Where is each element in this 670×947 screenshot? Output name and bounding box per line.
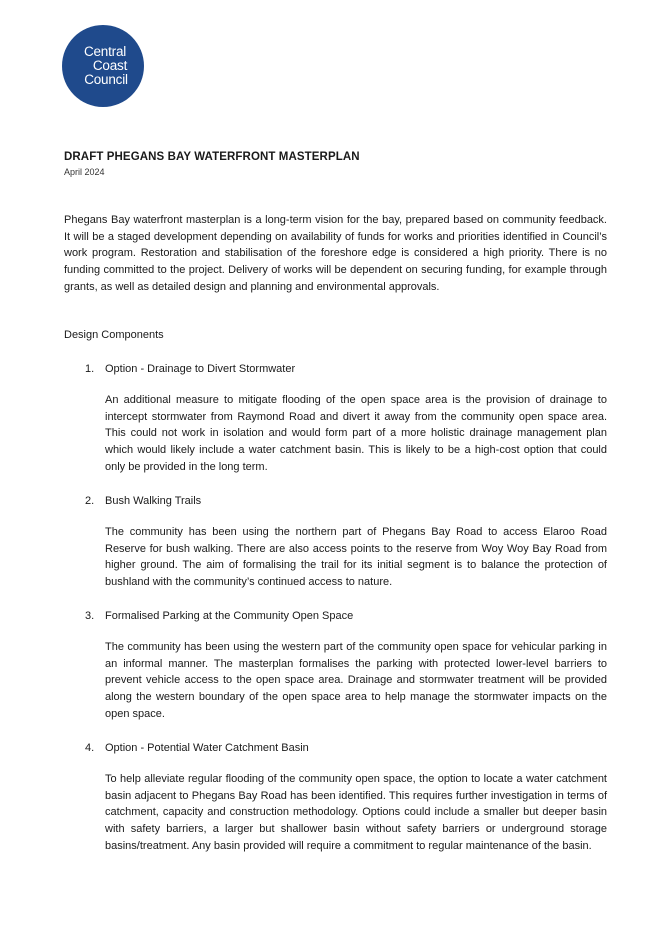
component-body: To help alleviate regular flooding of the community open space, the option to locate a water catchment basin adjacent to Phegans Bay Road has been identified. This requires further investigation in terms of catchment, capacity and construction methodology. Options could include a smaller but deeper basin with safety barriers, a larger but shallower basin without safety barriers or underground storage basins/treatment. Any basin provided will require a commitment to regular maintenance of the basin. xyxy=(105,773,607,852)
component-item xyxy=(64,361,607,476)
component-number: 1. xyxy=(85,363,95,375)
logo-line-3: Council xyxy=(84,72,128,87)
council-logo xyxy=(62,25,144,107)
component-body: The community has been using the northern part of Phegans Bay Road to access Elaroo Road Reserve for bush walking. There are also access points to the reserve from Woy Woy Bay Road from higher ground. The aim of formalising the trail for its initial segment is to balance the protection of bushland with the community’s continued access to nature. xyxy=(105,526,607,589)
design-components-heading: Design Components xyxy=(64,329,164,341)
component-title: Option - Potential Water Catchment Basin xyxy=(105,742,309,754)
component-heading xyxy=(64,740,607,756)
component-number: 2. xyxy=(85,495,95,507)
document-title: DRAFT PHEGANS BAY WATERFRONT MASTERPLAN xyxy=(64,151,360,163)
component-number: 3. xyxy=(85,610,95,622)
component-heading xyxy=(64,361,607,377)
component-title: Option - Drainage to Divert Stormwater xyxy=(105,363,296,375)
logo-line-1: Central xyxy=(83,44,127,59)
component-item xyxy=(64,608,607,723)
document-date: April 2024 xyxy=(64,167,105,177)
component-heading xyxy=(64,493,607,509)
component-number: 4. xyxy=(85,742,95,754)
component-title: Formalised Parking at the Community Open Space xyxy=(105,610,354,622)
component-item xyxy=(64,740,607,855)
component-title: Bush Walking Trails xyxy=(105,495,202,507)
component-body: An additional measure to mitigate flooding of the open space area is the provision of drainage to intercept stormwater from Raymond Road and divert it away from the community open space area. This could not work in isolation and would form part of a more holistic drainage management plan which would likely include a water catchment basin. This is likely to be a high-cost option that could only be provided in the long term. xyxy=(105,394,607,473)
component-heading xyxy=(64,608,607,624)
logo-line-2: Coast xyxy=(92,58,128,73)
component-item xyxy=(64,493,607,591)
intro-paragraph: Phegans Bay waterfront masterplan is a long-term vision for the bay, prepared based on community feedback. It will be a staged development depending on availability of funds for works and priorities identified in Council’s work program. Restoration and stabilisation of the foreshore edge is considered a high priority. There is no funding committed to the project. Delivery of works will be dependent on securing funding, for example through grants, as well as detailed design and planning and environmental approvals. xyxy=(64,214,607,293)
component-body: The community has been using the western part of the community open space for vehicular parking in an informal manner. The masterplan formalises the parking with protected lower-level barriers to prevent vehicle access to the open space area. Drainage and stormwater treatment will be provided along the western boundary of the open space area to help manage the stormwater impacts on the open space. xyxy=(105,641,607,720)
